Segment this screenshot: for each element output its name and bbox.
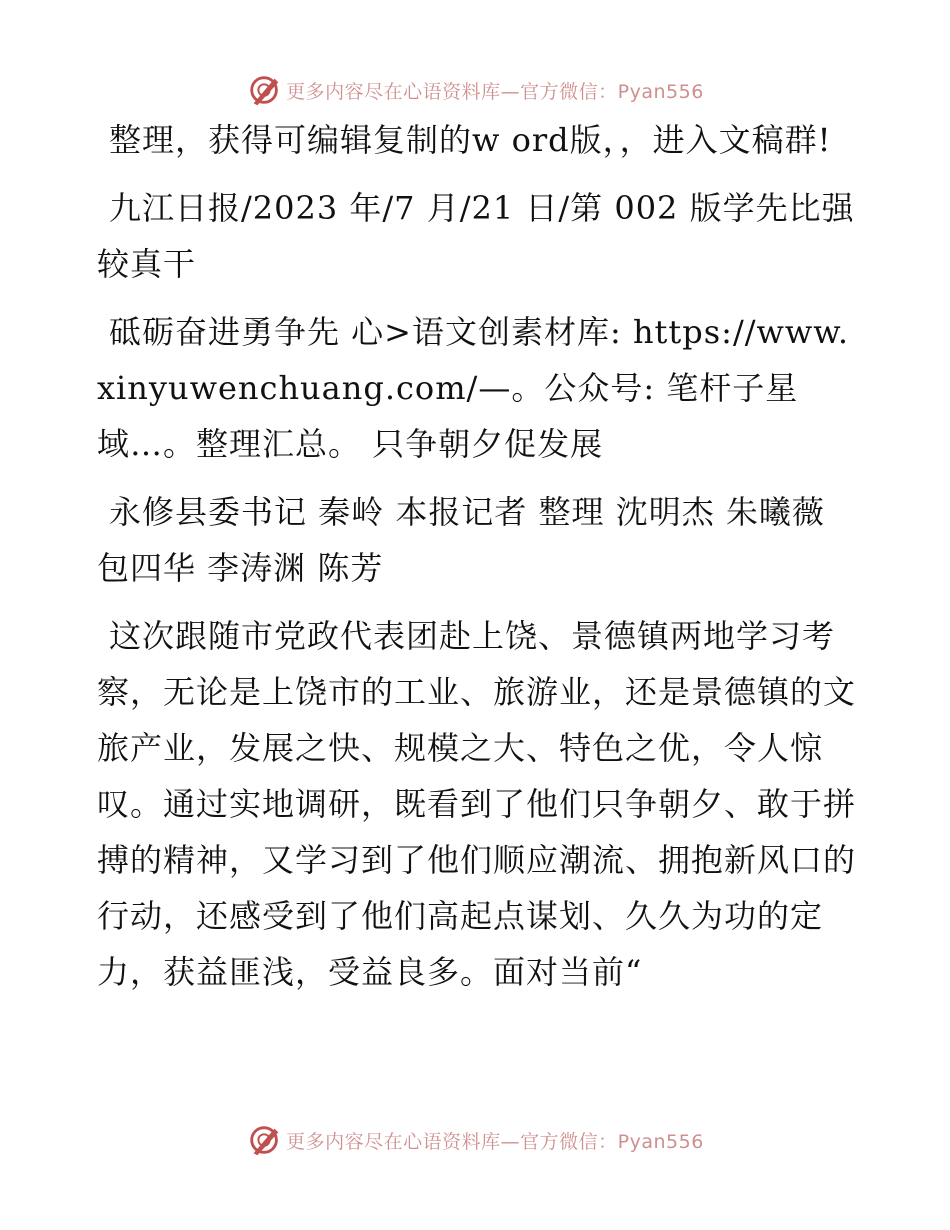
paragraph-body: 这次跟随市党政代表团赴上饶、景德镇两地学习考察，无论是上饶市的工业、旅游业，还是景德镇的文旅产业，发展之快、规模之大、特色之优，令人惊叹。通过实地调研，既看到了他们只争朝夕、敢于拼搏的精神，又学习到了他们顺应潮流、拥抱新风口的行动，还感受到了他们高起点谋划、久久为功的定力，获益匪浅，受益良多。面对当前“: [97, 617, 857, 991]
header-watermark-banner: [0, 68, 950, 112]
watermark-text: 更多内容尽在心语资料库—官方微信：Pyan556: [286, 1130, 704, 1153]
paragraph-byline: 永修县委书记 秦岭 本报记者 整理 沈明杰 朱曦薇 包四华 李涛渊 陈芳: [97, 493, 825, 587]
pen-logo-icon: [246, 1121, 284, 1159]
watermark-text: 更多内容尽在心语资料库—官方微信：Pyan556: [286, 80, 704, 103]
paragraph-intro: 整理，获得可编辑复制的w ord版，，进入文稿群!: [109, 121, 832, 159]
paragraph-title: 砥砺奋进勇争先 心>语文创素材库: https://www.xinyuwenchuang.com/—。公众号: 笔杆子星域…。整理汇总。 只争朝夕促发展: [97, 313, 850, 463]
footer-watermark-banner: [0, 1118, 950, 1162]
document-body: [97, 112, 857, 1012]
pen-logo-icon: [246, 71, 284, 109]
paragraph-source: 九江日报/2023 年/7 月/21 日/第 002 版学先比强较真干: [97, 189, 855, 283]
